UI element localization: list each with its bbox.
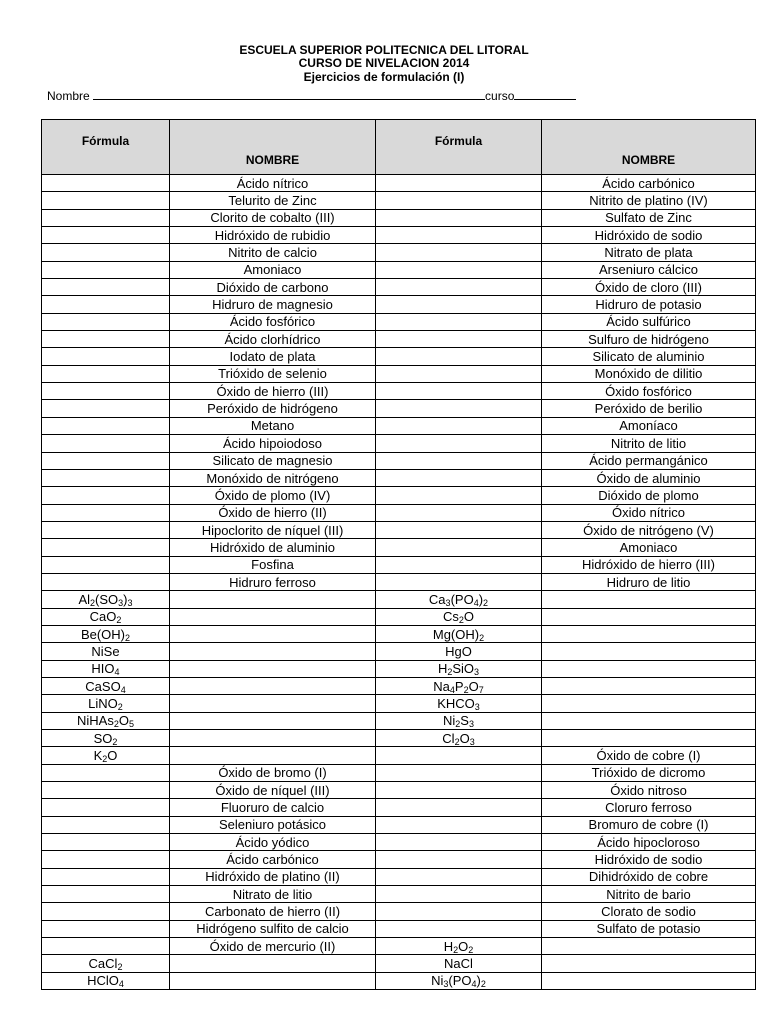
table-row bbox=[42, 261, 756, 278]
name-cell-1: Carbonato de hierro (II) bbox=[170, 903, 376, 920]
table-row bbox=[42, 192, 756, 209]
table-row bbox=[42, 608, 756, 625]
table-row bbox=[42, 348, 756, 365]
name-cell-2[interactable] bbox=[542, 677, 756, 694]
formula-cell-1[interactable] bbox=[42, 868, 170, 885]
formula-cell-2: $Mg(OH)_2$ bbox=[376, 625, 542, 642]
formula-cell-1[interactable] bbox=[42, 175, 170, 192]
name-cell-2: Dihidróxido de cobre bbox=[542, 868, 756, 885]
table-row bbox=[42, 903, 756, 920]
formula-cell-2[interactable] bbox=[376, 279, 542, 296]
formula-cell-1[interactable] bbox=[42, 417, 170, 434]
table-row bbox=[42, 331, 756, 348]
table-row bbox=[42, 747, 756, 764]
formula-cell-2[interactable] bbox=[376, 747, 542, 764]
formula-cell-1[interactable] bbox=[42, 331, 170, 348]
name-cell-1: Ácido yódico bbox=[170, 834, 376, 851]
name-cell-1: Fosfina bbox=[170, 556, 376, 573]
formula-cell-1: $NiHAs_2O_5$ bbox=[42, 712, 170, 729]
formula-cell-2: $H_2SiO_3$ bbox=[376, 660, 542, 677]
name-cell-2[interactable] bbox=[542, 625, 756, 642]
table-row bbox=[42, 296, 756, 313]
name-cell-2: Nitrato de plata bbox=[542, 244, 756, 261]
name-cell-1[interactable] bbox=[170, 695, 376, 712]
name-cell-1: Peróxido de hidrógeno bbox=[170, 400, 376, 417]
table-row bbox=[42, 695, 756, 712]
table-row bbox=[42, 383, 756, 400]
name-cell-2: Peróxido de berilio bbox=[542, 400, 756, 417]
name-cell-1: Óxido de mercurio (II) bbox=[170, 938, 376, 955]
formula-cell-1: $Al_2(SO_3)_3$ bbox=[42, 591, 170, 608]
name-cell-1: Nitrito de calcio bbox=[170, 244, 376, 261]
formula-cell-2[interactable] bbox=[376, 383, 542, 400]
formula-cell-2: $H_2O_2$ bbox=[376, 938, 542, 955]
name-cell-1[interactable] bbox=[170, 643, 376, 660]
formula-cell-1[interactable] bbox=[42, 365, 170, 382]
name-cell-1[interactable] bbox=[170, 747, 376, 764]
table-row bbox=[42, 643, 756, 660]
formula-cell-2[interactable] bbox=[376, 782, 542, 799]
formula-cell-1[interactable] bbox=[42, 521, 170, 538]
name-cell-1: Telurito de Zinc bbox=[170, 192, 376, 209]
table-row bbox=[42, 539, 756, 556]
table-row bbox=[42, 955, 756, 972]
header-name-1: NOMBRE bbox=[170, 120, 376, 175]
formula-cell-1[interactable] bbox=[42, 556, 170, 573]
table-row bbox=[42, 452, 756, 469]
name-cell-1: Hipoclorito de níquel (III) bbox=[170, 521, 376, 538]
name-cell-2: Ácido permangánico bbox=[542, 452, 756, 469]
name-blank[interactable] bbox=[93, 88, 485, 100]
name-cell-1: Óxido de plomo (IV) bbox=[170, 487, 376, 504]
name-cell-1[interactable] bbox=[170, 972, 376, 989]
formula-cell-2[interactable] bbox=[376, 244, 542, 261]
name-cell-1[interactable] bbox=[170, 955, 376, 972]
table-row bbox=[42, 677, 756, 694]
name-cell-1: Ácido carbónico bbox=[170, 851, 376, 868]
table-row bbox=[42, 365, 756, 382]
formula-cell-2[interactable] bbox=[376, 521, 542, 538]
formula-cell-2[interactable] bbox=[376, 227, 542, 244]
table-row bbox=[42, 868, 756, 885]
formula-cell-2[interactable] bbox=[376, 539, 542, 556]
formula-cell-2[interactable] bbox=[376, 331, 542, 348]
name-cell-2: Hidróxido de sodio bbox=[542, 227, 756, 244]
name-cell-2: Ácido hipocloroso bbox=[542, 834, 756, 851]
formula-cell-2[interactable] bbox=[376, 313, 542, 330]
name-cell-2: Amoníaco bbox=[542, 417, 756, 434]
table-row bbox=[42, 573, 756, 590]
formula-cell-2[interactable] bbox=[376, 469, 542, 486]
name-cell-1: Óxido de hierro (II) bbox=[170, 504, 376, 521]
name-cell-1: Iodato de plata bbox=[170, 348, 376, 365]
name-cell-2: Ácido carbónico bbox=[542, 175, 756, 192]
table-row bbox=[42, 938, 756, 955]
formula-cell-1[interactable] bbox=[42, 764, 170, 781]
formula-cell-1[interactable] bbox=[42, 313, 170, 330]
name-cell-1: Hidróxido de platino (II) bbox=[170, 868, 376, 885]
formula-cell-2[interactable] bbox=[376, 834, 542, 851]
name-cell-2: Bromuro de cobre (I) bbox=[542, 816, 756, 833]
name-cell-1: Clorito de cobalto (III) bbox=[170, 209, 376, 226]
name-cell-1[interactable] bbox=[170, 625, 376, 642]
name-cell-2: Hidruro de potasio bbox=[542, 296, 756, 313]
name-cell-1: Dióxido de carbono bbox=[170, 279, 376, 296]
formula-cell-2[interactable] bbox=[376, 452, 542, 469]
table-row bbox=[42, 504, 756, 521]
formula-cell-1: CaSO$_4$ bbox=[42, 677, 170, 694]
formula-cell-1: LiNO$_2$ bbox=[42, 695, 170, 712]
name-cell-1: Hidruro ferroso bbox=[170, 573, 376, 590]
name-cell-1[interactable] bbox=[170, 591, 376, 608]
name-cell-2: Nitrito de platino (IV) bbox=[542, 192, 756, 209]
header-formula-2: Fórmula bbox=[376, 120, 542, 175]
formula-cell-1[interactable] bbox=[42, 573, 170, 590]
formula-cell-2[interactable] bbox=[376, 920, 542, 937]
name-cell-2[interactable] bbox=[542, 695, 756, 712]
table-row bbox=[42, 175, 756, 192]
name-cell-1: Hidróxido de rubidio bbox=[170, 227, 376, 244]
table-row bbox=[42, 227, 756, 244]
formula-cell-2[interactable] bbox=[376, 504, 542, 521]
formula-cell-1: NiSe bbox=[42, 643, 170, 660]
name-cell-1: Hidruro de magnesio bbox=[170, 296, 376, 313]
name-cell-1: Amoniaco bbox=[170, 261, 376, 278]
formula-cell-2: $KHCO_3$ bbox=[376, 695, 542, 712]
formula-cell-1[interactable] bbox=[42, 487, 170, 504]
formula-cell-1: CaO$_2$ bbox=[42, 608, 170, 625]
formula-cell-2[interactable] bbox=[376, 868, 542, 885]
name-cell-2: Óxido de cloro (III) bbox=[542, 279, 756, 296]
formula-cell-2[interactable] bbox=[376, 764, 542, 781]
formula-cell-1[interactable] bbox=[42, 886, 170, 903]
name-cell-2: Nitrito de litio bbox=[542, 435, 756, 452]
name-cell-2: Sulfuro de hidrógeno bbox=[542, 331, 756, 348]
formula-cell-1[interactable] bbox=[42, 348, 170, 365]
name-cell-1: Óxido de hierro (III) bbox=[170, 383, 376, 400]
formula-cell-2[interactable] bbox=[376, 175, 542, 192]
formula-cell-2: NaCl bbox=[376, 955, 542, 972]
formula-cell-2[interactable] bbox=[376, 556, 542, 573]
formula-cell-2: $Cs_2O$ bbox=[376, 608, 542, 625]
formula-cell-1: $Be(OH)_2$ bbox=[42, 625, 170, 642]
name-cell-1: Ácido clorhídrico bbox=[170, 331, 376, 348]
name-cell-1[interactable] bbox=[170, 660, 376, 677]
formula-cell-1[interactable] bbox=[42, 938, 170, 955]
name-cell-2: Óxido de cobre (I) bbox=[542, 747, 756, 764]
name-cell-1: Ácido nítrico bbox=[170, 175, 376, 192]
name-cell-1[interactable] bbox=[170, 730, 376, 747]
course-label: curso bbox=[485, 89, 515, 103]
formula-cell-2: $Ni_3(PO_4)_2$ bbox=[376, 972, 542, 989]
course-blank[interactable] bbox=[514, 88, 576, 100]
table-row bbox=[42, 313, 756, 330]
formula-cell-1[interactable] bbox=[42, 469, 170, 486]
formula-cell-2: $Ca_3(PO_4)_2$ bbox=[376, 591, 542, 608]
formula-cell-2[interactable] bbox=[376, 903, 542, 920]
table-row bbox=[42, 799, 756, 816]
name-cell-1: Metano bbox=[170, 417, 376, 434]
table-row bbox=[42, 712, 756, 729]
name-cell-1: Ácido fosfórico bbox=[170, 313, 376, 330]
formula-cell-1: $SO_2$ bbox=[42, 730, 170, 747]
name-cell-2: Óxido fosfórico bbox=[542, 383, 756, 400]
table-row bbox=[42, 782, 756, 799]
name-cell-2[interactable] bbox=[542, 955, 756, 972]
table-row bbox=[42, 730, 756, 747]
table-row bbox=[42, 400, 756, 417]
table-row bbox=[42, 469, 756, 486]
formula-cell-1[interactable] bbox=[42, 799, 170, 816]
formula-cell-1[interactable] bbox=[42, 903, 170, 920]
name-cell-1: Silicato de magnesio bbox=[170, 452, 376, 469]
formula-cell-2[interactable] bbox=[376, 886, 542, 903]
formula-cell-1: CaCl$_2$ bbox=[42, 955, 170, 972]
formula-cell-1[interactable] bbox=[42, 261, 170, 278]
name-cell-1: Óxido de níquel (III) bbox=[170, 782, 376, 799]
name-cell-2[interactable] bbox=[542, 591, 756, 608]
table-row bbox=[42, 556, 756, 573]
formula-cell-2: HgO bbox=[376, 643, 542, 660]
name-cell-2: Hidróxido de hierro (III) bbox=[542, 556, 756, 573]
name-cell-1: Hidrógeno sulfito de calcio bbox=[170, 920, 376, 937]
name-cell-2[interactable] bbox=[542, 938, 756, 955]
name-cell-2: Arseniuro cálcico bbox=[542, 261, 756, 278]
table-row bbox=[42, 660, 756, 677]
name-cell-2: Clorato de sodio bbox=[542, 903, 756, 920]
name-cell-1: Monóxido de nitrógeno bbox=[170, 469, 376, 486]
name-cell-2: Ácido sulfúrico bbox=[542, 313, 756, 330]
formula-cell-2[interactable] bbox=[376, 487, 542, 504]
formula-cell-2[interactable] bbox=[376, 261, 542, 278]
formula-cell-1[interactable] bbox=[42, 539, 170, 556]
name-cell-1: Óxido de bromo (I) bbox=[170, 764, 376, 781]
table-row bbox=[42, 816, 756, 833]
name-cell-2[interactable] bbox=[542, 660, 756, 677]
name-cell-2: Hidróxido de sodio bbox=[542, 851, 756, 868]
table-row bbox=[42, 972, 756, 989]
name-cell-1[interactable] bbox=[170, 712, 376, 729]
table-row bbox=[42, 886, 756, 903]
name-course-line bbox=[47, 88, 576, 103]
worksheet-subtitle: Ejercicios de formulación (I) bbox=[303, 70, 465, 84]
table-header-row bbox=[42, 120, 756, 175]
name-cell-1: Hidróxido de aluminio bbox=[170, 539, 376, 556]
formula-cell-2[interactable] bbox=[376, 400, 542, 417]
school-title: ESCUELA SUPERIOR POLITECNICA DEL LITORAL bbox=[239, 43, 529, 57]
formula-cell-1[interactable] bbox=[42, 400, 170, 417]
name-cell-2: Óxido nítrico bbox=[542, 504, 756, 521]
name-cell-1: Trióxido de selenio bbox=[170, 365, 376, 382]
name-cell-2: Sulfato de Zinc bbox=[542, 209, 756, 226]
name-cell-2[interactable] bbox=[542, 712, 756, 729]
formula-cell-1[interactable] bbox=[42, 834, 170, 851]
formula-cell-2[interactable] bbox=[376, 816, 542, 833]
table-row bbox=[42, 417, 756, 434]
name-cell-1[interactable] bbox=[170, 608, 376, 625]
name-cell-1: Nitrato de litio bbox=[170, 886, 376, 903]
name-cell-2: Trióxido de dicromo bbox=[542, 764, 756, 781]
formula-cell-1[interactable] bbox=[42, 192, 170, 209]
formula-cell-1[interactable] bbox=[42, 227, 170, 244]
name-cell-1: Ácido hipoiodoso bbox=[170, 435, 376, 452]
formula-cell-2[interactable] bbox=[376, 417, 542, 434]
name-cell-1: Fluoruro de calcio bbox=[170, 799, 376, 816]
table-row bbox=[42, 625, 756, 642]
table-row bbox=[42, 764, 756, 781]
formula-cell-2: $Na_4P_2O_7$ bbox=[376, 677, 542, 694]
table-row bbox=[42, 209, 756, 226]
name-cell-2[interactable] bbox=[542, 643, 756, 660]
formula-cell-2[interactable] bbox=[376, 296, 542, 313]
table-row bbox=[42, 591, 756, 608]
formula-cell-2[interactable] bbox=[376, 365, 542, 382]
name-cell-2[interactable] bbox=[542, 972, 756, 989]
formula-cell-1[interactable] bbox=[42, 816, 170, 833]
header-formula-1: Fórmula bbox=[42, 120, 170, 175]
table-row bbox=[42, 244, 756, 261]
table-row bbox=[42, 834, 756, 851]
formula-cell-1: $HIO_4$ bbox=[42, 660, 170, 677]
formula-cell-1[interactable] bbox=[42, 209, 170, 226]
name-cell-2: Óxido nitroso bbox=[542, 782, 756, 799]
formula-cell-1[interactable] bbox=[42, 435, 170, 452]
formula-cell-2[interactable] bbox=[376, 435, 542, 452]
formula-cell-2[interactable] bbox=[376, 192, 542, 209]
formula-cell-1: $K_2O$ bbox=[42, 747, 170, 764]
header-name-2: NOMBRE bbox=[542, 120, 756, 175]
name-cell-2: Nitrito de bario bbox=[542, 886, 756, 903]
table-row bbox=[42, 487, 756, 504]
table-row bbox=[42, 920, 756, 937]
formula-cell-2[interactable] bbox=[376, 851, 542, 868]
formula-cell-1[interactable] bbox=[42, 920, 170, 937]
table-row bbox=[42, 521, 756, 538]
formula-cell-1[interactable] bbox=[42, 782, 170, 799]
name-cell-1: Seleniuro potásico bbox=[170, 816, 376, 833]
formula-cell-1[interactable] bbox=[42, 383, 170, 400]
formula-cell-2: $Ni_2S_3$ bbox=[376, 712, 542, 729]
formula-cell-1[interactable] bbox=[42, 296, 170, 313]
course-title: CURSO DE NIVELACION 2014 bbox=[298, 56, 470, 70]
table-row bbox=[42, 435, 756, 452]
formula-cell-2[interactable] bbox=[376, 573, 542, 590]
name-cell-2: Cloruro ferroso bbox=[542, 799, 756, 816]
name-cell-2: Hidruro de litio bbox=[542, 573, 756, 590]
table-row bbox=[42, 851, 756, 868]
name-cell-2: Dióxido de plomo bbox=[542, 487, 756, 504]
formula-cell-1[interactable] bbox=[42, 504, 170, 521]
name-label: Nombre bbox=[47, 89, 90, 103]
formula-cell-2: $Cl_2O_3$ bbox=[376, 730, 542, 747]
formula-cell-2[interactable] bbox=[376, 209, 542, 226]
name-cell-2[interactable] bbox=[542, 608, 756, 625]
name-cell-1[interactable] bbox=[170, 677, 376, 694]
formula-cell-2[interactable] bbox=[376, 348, 542, 365]
name-cell-2: Monóxido de dilitio bbox=[542, 365, 756, 382]
formula-cell-1[interactable] bbox=[42, 851, 170, 868]
formula-cell-1: HClO$_4$ bbox=[42, 972, 170, 989]
table-body bbox=[42, 175, 756, 990]
formulation-table bbox=[41, 119, 756, 990]
formula-cell-1[interactable] bbox=[42, 279, 170, 296]
name-cell-2[interactable] bbox=[542, 730, 756, 747]
name-cell-2: Óxido de nitrógeno (V) bbox=[542, 521, 756, 538]
name-cell-2: Amoniaco bbox=[542, 539, 756, 556]
formula-cell-1[interactable] bbox=[42, 452, 170, 469]
formula-cell-1[interactable] bbox=[42, 244, 170, 261]
name-cell-2: Silicato de aluminio bbox=[542, 348, 756, 365]
name-cell-2: Óxido de aluminio bbox=[542, 469, 756, 486]
formula-cell-2[interactable] bbox=[376, 799, 542, 816]
table-row bbox=[42, 279, 756, 296]
name-cell-2: Sulfato de potasio bbox=[542, 920, 756, 937]
